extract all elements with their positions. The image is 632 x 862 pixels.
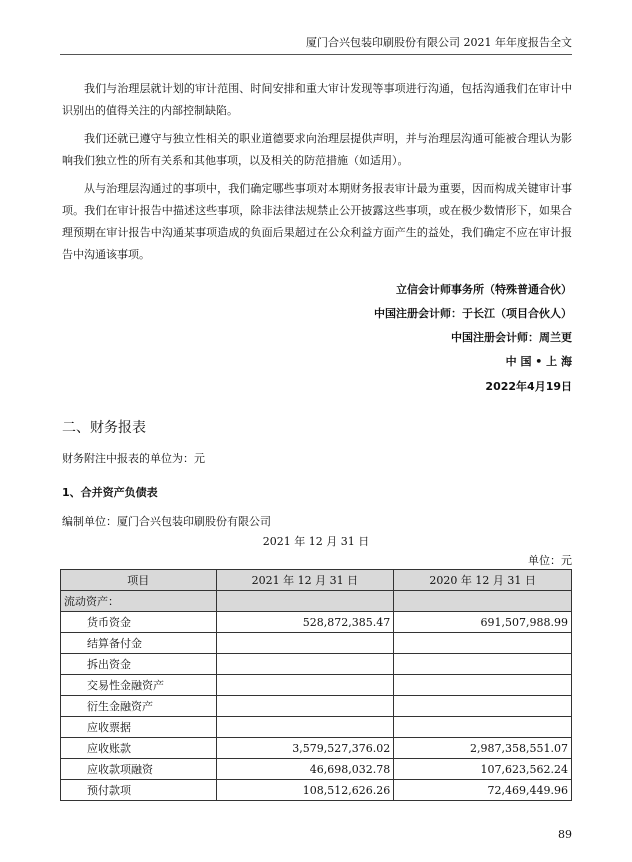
row-label: 流动资产： bbox=[61, 591, 217, 612]
table-row bbox=[61, 780, 572, 801]
row-label: 应收账款 bbox=[61, 738, 217, 759]
row-label: 预付款项 bbox=[61, 780, 217, 801]
value-2021: 108,512,626.26 bbox=[216, 780, 394, 801]
page-header: 厦门合兴包装印刷股份有限公司 2021 年年度报告全文 bbox=[306, 36, 572, 49]
header-item: 项目 bbox=[61, 570, 217, 591]
value-2021: 46,698,032.78 bbox=[216, 759, 394, 780]
value-2021 bbox=[216, 717, 394, 738]
paragraph-2: 我们还就已遵守与独立性相关的职业道德要求向治理层提供声明，并与治理层沟通可能被合理认为影响我们独立性的所有关系和其他事项，以及相关的防范措施（如适用）。 bbox=[62, 132, 572, 167]
table-row bbox=[61, 633, 572, 654]
table-row bbox=[61, 675, 572, 696]
subsection-heading: 1、合并资产负债表 bbox=[62, 486, 158, 499]
value-2020 bbox=[394, 591, 572, 612]
table-row bbox=[61, 612, 572, 633]
signature-date: 2022年4月19日 bbox=[485, 380, 572, 393]
row-label: 结算备付金 bbox=[61, 633, 217, 654]
table-row bbox=[61, 654, 572, 675]
value-2020: 2,987,358,551.07 bbox=[394, 738, 572, 759]
table-row bbox=[61, 696, 572, 717]
value-2021 bbox=[216, 633, 394, 654]
table-header-row bbox=[61, 570, 572, 591]
value-2020 bbox=[394, 633, 572, 654]
unit-label: 单位：元 bbox=[528, 554, 572, 567]
row-label: 拆出资金 bbox=[61, 654, 217, 675]
value-2021: 3,579,527,376.02 bbox=[216, 738, 394, 759]
value-2020: 107,623,562.24 bbox=[394, 759, 572, 780]
report-date: 2021 年 12 月 31 日 bbox=[262, 535, 370, 548]
value-2021 bbox=[216, 591, 394, 612]
value-2020: 691,507,988.99 bbox=[394, 612, 572, 633]
value-2021 bbox=[216, 696, 394, 717]
value-2021 bbox=[216, 654, 394, 675]
signature-place: 中 国 • 上 海 bbox=[505, 355, 572, 368]
balance-sheet-table bbox=[60, 569, 572, 801]
row-label: 应收款项融资 bbox=[61, 759, 217, 780]
row-label: 衍生金融资产 bbox=[61, 696, 217, 717]
value-2020 bbox=[394, 675, 572, 696]
table-row bbox=[61, 717, 572, 738]
signature-cpa-2: 中国注册会计师：周兰更 bbox=[451, 331, 572, 344]
table-row bbox=[61, 591, 572, 612]
section-heading: 二、财务报表 bbox=[62, 420, 146, 436]
value-2020 bbox=[394, 654, 572, 675]
table-row bbox=[61, 738, 572, 759]
value-2020 bbox=[394, 696, 572, 717]
header-2020: 2020 年 12 月 31 日 bbox=[394, 570, 572, 591]
signature-cpa-1: 中国注册会计师：于长江（项目合伙人） bbox=[374, 307, 572, 320]
value-2021 bbox=[216, 675, 394, 696]
value-2021: 528,872,385.47 bbox=[216, 612, 394, 633]
page-number: 89 bbox=[558, 828, 572, 841]
table-body bbox=[61, 591, 572, 801]
signature-firm: 立信会计师事务所（特殊普通合伙） bbox=[396, 283, 572, 296]
row-label: 交易性金融资产 bbox=[61, 675, 217, 696]
company-line: 编制单位：厦门合兴包装印刷股份有限公司 bbox=[62, 515, 271, 528]
value-2020 bbox=[394, 717, 572, 738]
header-divider bbox=[60, 54, 572, 55]
row-label: 应收票据 bbox=[61, 717, 217, 738]
unit-note: 财务附注中报表的单位为：元 bbox=[62, 452, 205, 465]
paragraph-3: 从与治理层沟通过的事项中，我们确定哪些事项对本期财务报表审计最为重要，因而构成关键审计事项。我们在审计报告中描述这些事项，除非法律法规禁止公开披露这些事项，或在极少数情形下，如果合理预期在审计报告中沟通某事项造成的负面后果超过在公众利益方面产生的益处，我们确定不应在审计报告中沟通该事项。 bbox=[62, 182, 572, 261]
row-label: 货币资金 bbox=[61, 612, 217, 633]
paragraph-1: 我们与治理层就计划的审计范围、时间安排和重大审计发现等事项进行沟通，包括沟通我们在审计中识别出的值得关注的内部控制缺陷。 bbox=[62, 82, 572, 117]
value-2020: 72,469,449.96 bbox=[394, 780, 572, 801]
header-2021: 2021 年 12 月 31 日 bbox=[216, 570, 394, 591]
table-row bbox=[61, 759, 572, 780]
